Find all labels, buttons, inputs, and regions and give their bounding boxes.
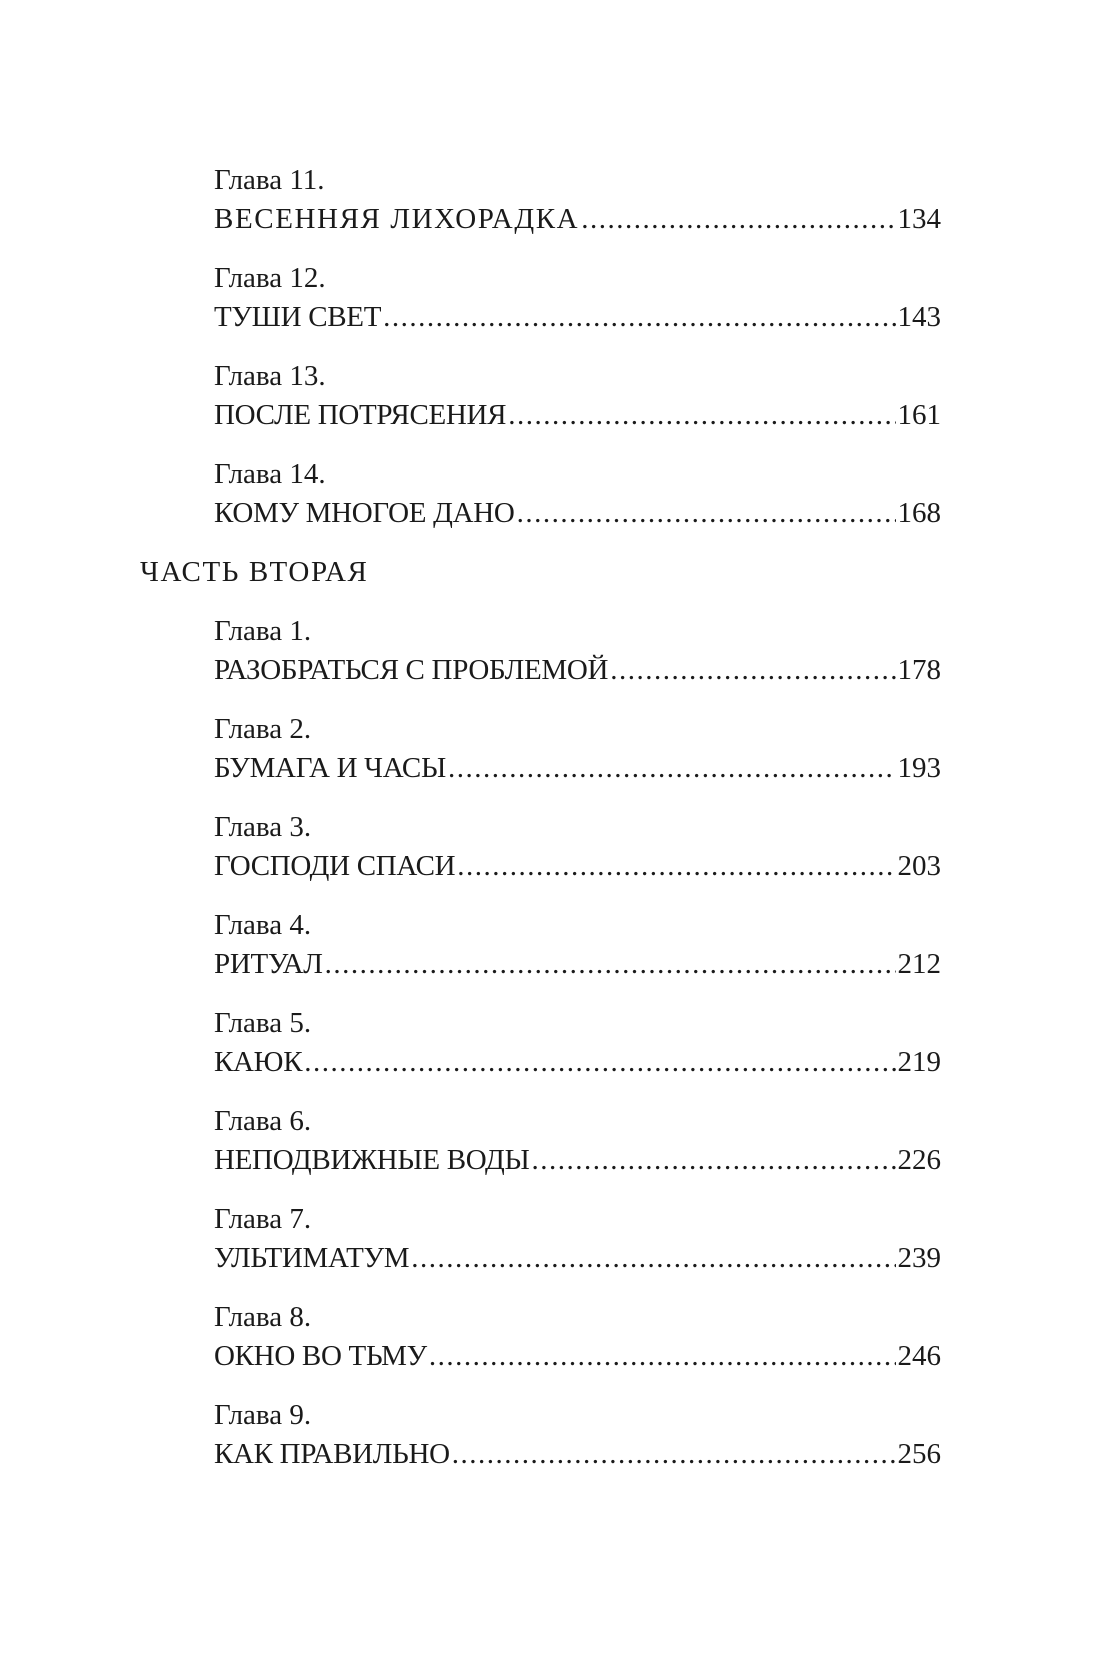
page-number: 212	[897, 948, 941, 980]
chapter-number: Глава 5.	[214, 1007, 312, 1039]
chapter-title-line	[214, 945, 941, 984]
chapter-title: ОКНО ВО ТЬМУ	[214, 1340, 427, 1372]
chapter-number: Глава 13.	[214, 360, 326, 392]
toc-entry[interactable]	[214, 1396, 941, 1474]
page-number: 239	[897, 1242, 941, 1274]
toc-entry[interactable]	[214, 1298, 941, 1376]
part-one-chapter-list	[140, 161, 941, 533]
chapter-title: УЛЬТИМАТУМ	[214, 1242, 410, 1274]
toc-entry[interactable]	[214, 612, 941, 690]
chapter-number: Глава 8.	[214, 1301, 312, 1333]
dot-leader	[429, 1337, 896, 1376]
chapter-number: Глава 1.	[214, 615, 312, 647]
dot-leader	[457, 847, 895, 886]
chapter-title: РАЗОБРАТЬСЯ С ПРОБЛЕМОЙ	[214, 654, 609, 686]
page-number: 178	[897, 654, 941, 686]
page-number: 246	[897, 1340, 941, 1372]
toc-entry[interactable]	[214, 161, 941, 239]
chapter-title-line	[214, 651, 941, 690]
toc-entry[interactable]	[214, 1102, 941, 1180]
toc-entry[interactable]	[214, 808, 941, 886]
chapter-title-line	[214, 494, 941, 533]
chapter-title-line	[214, 200, 941, 239]
chapter-title-line	[214, 749, 941, 788]
chapter-number: Глава 2.	[214, 713, 312, 745]
chapter-number: Глава 9.	[214, 1399, 312, 1431]
toc-entry[interactable]	[214, 455, 941, 533]
page-number: 193	[897, 752, 941, 784]
dot-leader	[517, 494, 896, 533]
chapter-title: НЕПОДВИЖНЫЕ ВОДЫ	[214, 1144, 530, 1176]
toc-entry[interactable]	[214, 259, 941, 337]
page-number: 161	[897, 399, 941, 431]
dot-leader	[411, 1239, 895, 1278]
page-number: 226	[897, 1144, 941, 1176]
page-number: 168	[897, 497, 941, 529]
chapter-number: Глава 3.	[214, 811, 312, 843]
table-of-contents	[140, 161, 941, 1474]
dot-leader	[304, 1043, 895, 1082]
chapter-title: КАК ПРАВИЛЬНО	[214, 1438, 450, 1470]
toc-entry[interactable]	[214, 710, 941, 788]
chapter-title: ТУШИ СВЕТ	[214, 301, 382, 333]
page-number: 143	[897, 301, 941, 333]
chapter-number: Глава 11.	[214, 164, 325, 196]
dot-leader	[610, 651, 895, 690]
chapter-number: Глава 7.	[214, 1203, 312, 1235]
chapter-number: Глава 6.	[214, 1105, 312, 1137]
page-number: 134	[897, 203, 941, 235]
chapter-number: Глава 4.	[214, 909, 312, 941]
chapter-title-line	[214, 396, 941, 435]
page-number: 203	[897, 850, 941, 882]
dot-leader	[531, 1141, 895, 1180]
dot-leader	[448, 749, 896, 788]
chapter-number: Глава 14.	[214, 458, 326, 490]
chapter-title-line	[214, 298, 941, 337]
chapter-title: КАЮК	[214, 1046, 303, 1078]
chapter-title-line	[214, 1043, 941, 1082]
dot-leader	[452, 1435, 896, 1474]
chapter-title-line	[214, 847, 941, 886]
chapter-number: Глава 12.	[214, 262, 326, 294]
toc-entry[interactable]	[214, 1004, 941, 1082]
dot-leader	[508, 396, 895, 435]
part-two-heading: ЧАСТЬ ВТОРАЯ	[140, 556, 369, 588]
chapter-title-line	[214, 1141, 941, 1180]
dot-leader	[325, 945, 896, 984]
page-number: 256	[897, 1438, 941, 1470]
dot-leader	[581, 200, 895, 239]
dot-leader	[383, 298, 895, 337]
chapter-title-line	[214, 1435, 941, 1474]
toc-entry[interactable]	[214, 906, 941, 984]
chapter-title: КОМУ МНОГОЕ ДАНО	[214, 497, 515, 529]
chapter-title-line	[214, 1239, 941, 1278]
chapter-title: ГОСПОДИ СПАСИ	[214, 850, 456, 882]
chapter-title: ПОСЛЕ ПОТРЯСЕНИЯ	[214, 399, 507, 431]
toc-entry[interactable]	[214, 1200, 941, 1278]
chapter-title: ВЕСЕННЯЯ ЛИХОРАДКА	[214, 203, 580, 235]
chapter-title: РИТУАЛ	[214, 948, 323, 980]
toc-entry[interactable]	[214, 357, 941, 435]
part-two-chapter-list	[140, 612, 941, 1474]
chapter-title: БУМАГА И ЧАСЫ	[214, 752, 446, 784]
chapter-title-line	[214, 1337, 941, 1376]
page-number: 219	[897, 1046, 941, 1078]
